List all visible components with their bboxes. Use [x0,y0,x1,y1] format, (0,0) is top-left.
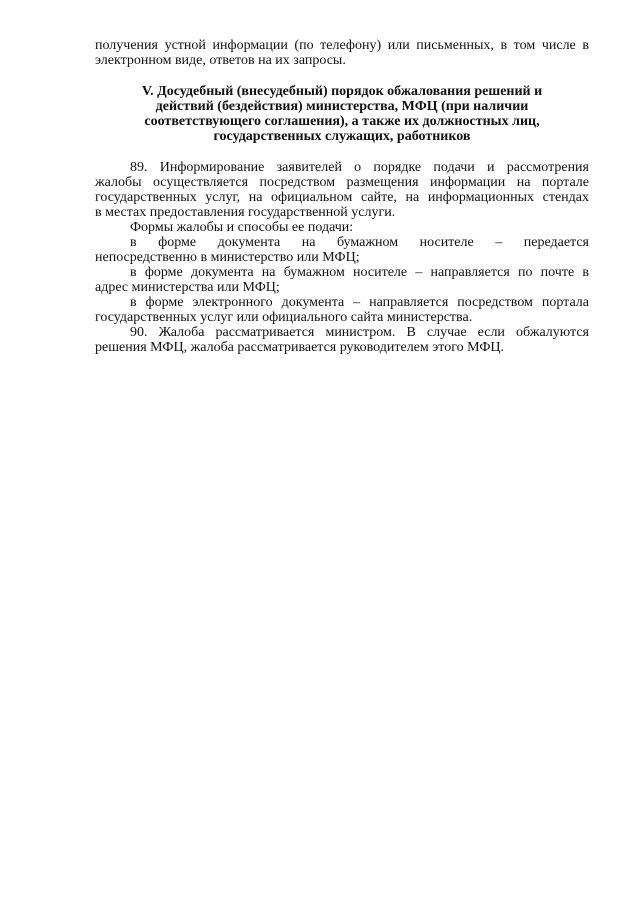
forms-intro-line: Формы жалобы и способы ее подачи: [130,220,354,235]
section-heading [95,84,589,144]
form-paper-mail [95,265,589,295]
paragraph-89-line-3: государственных услуг, на официальном сайте, на информационных стендах [95,190,589,205]
paragraph-90 [95,325,589,355]
form-paper-direct-line-2: непосредственно в министерство или МФЦ; [95,250,360,265]
intro-line-1: получения устной информации (по телефону) или письменных, в том числе в [95,38,589,53]
form-electronic-line-2: государственных услуг или официального сайта министерства. [95,310,473,325]
section-heading-line-2: действий (бездействия) министерства, МФЦ (при наличии [155,99,529,114]
form-paper-mail-line-1: в форме документа на бумажном носителе – направляется по почте в [130,265,589,280]
section-heading-line-1: V. Досудебный (внесудебный) порядок обжалования решений и [141,84,543,99]
paragraph-89-line-4: в местах предоставления государственной услуги. [95,205,396,220]
form-paper-mail-line-2: адрес министерства или МФЦ; [95,280,280,295]
form-paper-direct-line-1: в форме документа на бумажном носителе – передается [130,235,589,250]
document-body [95,38,589,355]
form-paper-direct [95,235,589,265]
paragraph-89 [95,160,589,220]
form-electronic-line-1: в форме электронного документа – направляется посредством портала [130,295,589,310]
paragraph-89-line-2: жалобы осуществляется посредством размещения информации на портале [95,175,589,190]
paragraph-90-line-2: решения МФЦ, жалоба рассматривается руководителем этого МФЦ. [95,340,505,355]
form-electronic [95,295,589,325]
section-heading-line-3: соответствующего соглашения), а также их должностных лиц, [144,114,540,129]
paragraph-90-line-1: 90. Жалоба рассматривается министром. В случае если обжалуются [130,325,589,340]
forms-intro [95,220,589,235]
intro-line-2: электронном виде, ответов на их запросы. [95,53,346,68]
intro-paragraph [95,38,589,68]
section-heading-line-4: государственных служащих, работников [213,129,471,144]
paragraph-89-line-1: 89. Информирование заявителей о порядке подачи и рассмотрения [130,160,589,175]
